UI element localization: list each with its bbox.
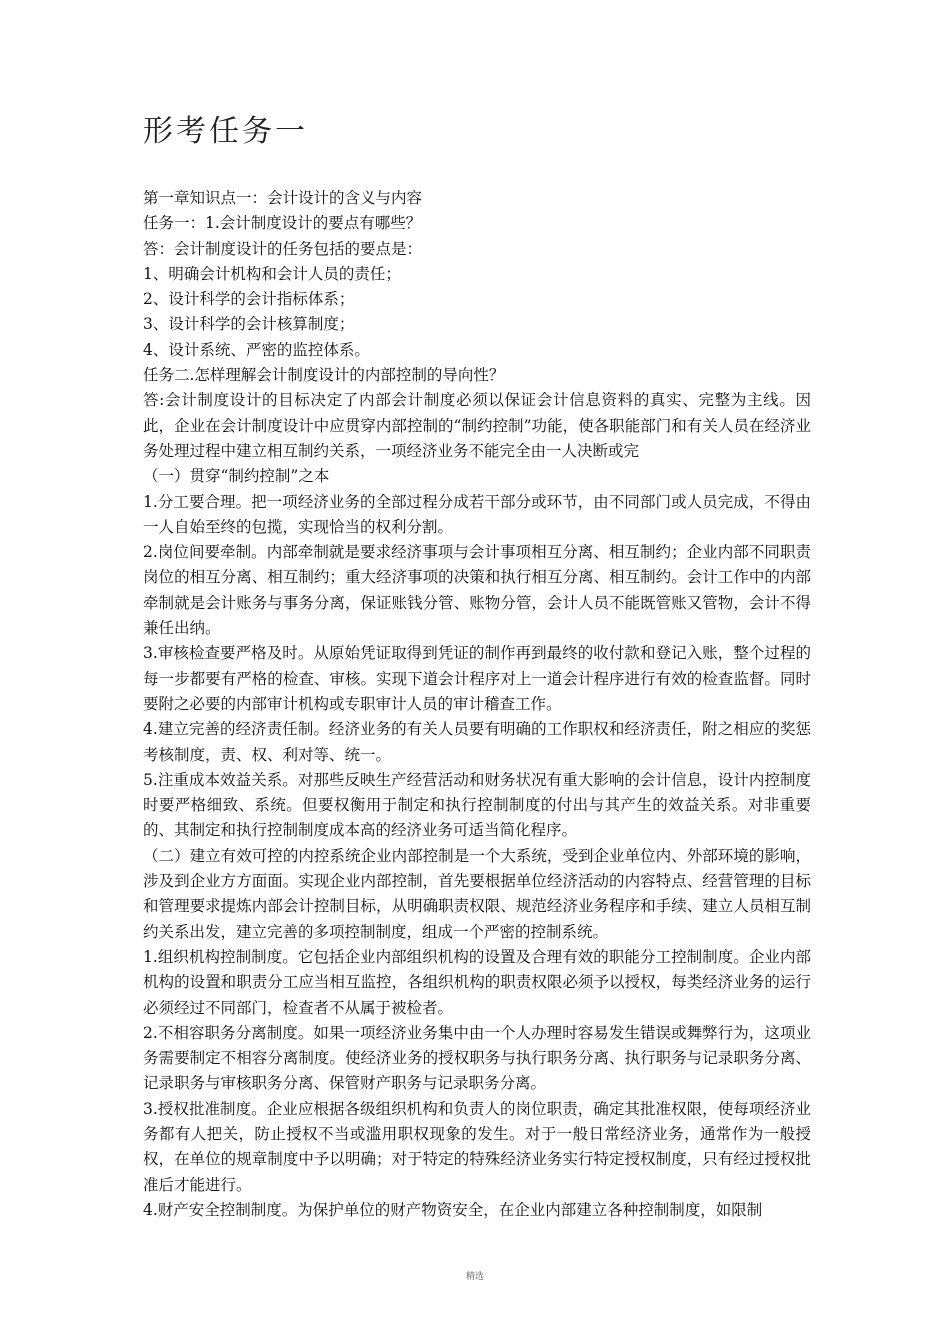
- subsection-heading: （一）贯穿“制约控制”之本: [143, 467, 330, 486]
- document-body: [143, 186, 811, 1223]
- answer-point: 1、明确会计机构和会计人员的责任；: [143, 264, 401, 283]
- body-paragraph: 1.组织机构控制制度。它包括企业内部组织机构的设置及合理有效的职能分工控制制度。企业内部机构的设置和职责分工应当相互监控，各组织机构的职责权限必须予以授权，每类经济业务的运行必须经过不同部门，检查者不从属于被检者。: [143, 947, 811, 1017]
- body-paragraph: 1.分工要合理。把一项经济业务的全部过程分成若干部分或环节，由不同部门或人员完成，不得由一人自始至终的包揽，实现恰当的权利分割。: [143, 492, 811, 536]
- body-paragraph: 5.注重成本效益关系。对那些反映生产经营活动和财务状况有重大影响的会计信息，设计内控制度时要严格细致、系统。但要权衡用于制定和执行控制制度的付出与其产生的效益关系。对非重要的、其制定和执行控制制度成本高的经济业务可适当简化程序。: [143, 770, 811, 840]
- body-paragraph: 2.岗位间要牵制。内部牵制就是要求经济事项与会计事项相互分离、相互制约；企业内部不同职责岗位的相互分离、相互制约；重大经济事项的决策和执行相互分离、相互制约。会计工作中的内部牵制就是会计账务与事务分离，保证账钱分管、账物分管，会计人员不能既管账又管物，会计不得兼任出纳。: [143, 543, 811, 638]
- answer-intro: 答：会计制度设计的任务包括的要点是：: [143, 239, 423, 258]
- answer-paragraph: 答:会计制度设计的目标决定了内部会计制度必须以保证会计信息资料的真实、完整为主线。因此，企业在会计制度设计中应贯穿内部控制的“制约控制”功能，使各职能部门和有关人员在经济业务处理过程中建立相互制约关系，一项经济业务不能完全由一人决断或完: [143, 391, 811, 460]
- body-paragraph: 3.授权批准制度。企业应根据各级组织机构和负责人的岗位职责，确定其批准权限，使每项经济业务都有人把关，防止授权不当或滥用职权现象的发生。对于一般日常经济业务，通常作为一般授权，在单位的规章制度中予以明确；对于特定的特殊经济业务实行特定授权制度，只有经过授权批准后才能进行。: [143, 1099, 811, 1194]
- body-paragraph: 2.不相容职务分离制度。如果一项经济业务集中由一个人办理时容易发生错误或舞弊行为，这项业务需要制定不相容分离制度。使经济业务的授权职务与执行职务分离、执行职务与记录职务分离、记录职务与审核职务分离、保管财产职务与记录职务分离。: [143, 1023, 811, 1093]
- answer-point: 2、设计科学的会计指标体系；: [143, 290, 355, 309]
- body-paragraph: 3.审核检查要严格及时。从原始凭证取得到凭证的制作再到最终的收付款和登记入账，整个过程的每一步都要有严格的检查、审核。实现下道会计程序对上一道会计程序进行有效的检查监督。同时要附之必要的内部审计机构或专职审计人员的审计稽查工作。: [143, 644, 811, 713]
- page-footer: 精选: [465, 1272, 484, 1282]
- task-question: 任务二.怎样理解会计制度设计的内部控制的导向性？: [143, 366, 505, 385]
- answer-point: 3、设计科学的会计核算制度；: [143, 315, 355, 334]
- answer-point: 4、设计系统、严密的监控体系。: [143, 340, 370, 359]
- body-paragraph: 4.建立完善的经济责任制。经济业务的有关人员要有明确的工作职权和经济责任，附之相应的奖惩考核制度，责、权、利对等、统一。: [143, 720, 811, 764]
- body-paragraph: 4.财产安全控制制度。为保护单位的财产物资安全，在企业内部建立各种控制制度，如限制: [143, 1200, 763, 1219]
- task-question: 任务一：1.会计制度设计的要点有哪些？: [143, 214, 422, 233]
- document-title: 形考任务一: [143, 114, 308, 149]
- section-heading: 第一章知识点一：会计设计的含义与内容: [143, 189, 423, 207]
- body-paragraph: （二）建立有效可控的内控系统企业内部控制是一个大系统，受到企业单位内、外部环境的影响，涉及到企业方方面面。实现企业内部控制，首先要根据单位经济活动的内容特点、经营管理的目标和管理要求提炼内部会计控制目标，从明确职责权限、规范经济业务程序和手续、建立人员相互制约关系出发，建立完善的多项控制制度，组成一个严密的控制系统。: [143, 846, 811, 941]
